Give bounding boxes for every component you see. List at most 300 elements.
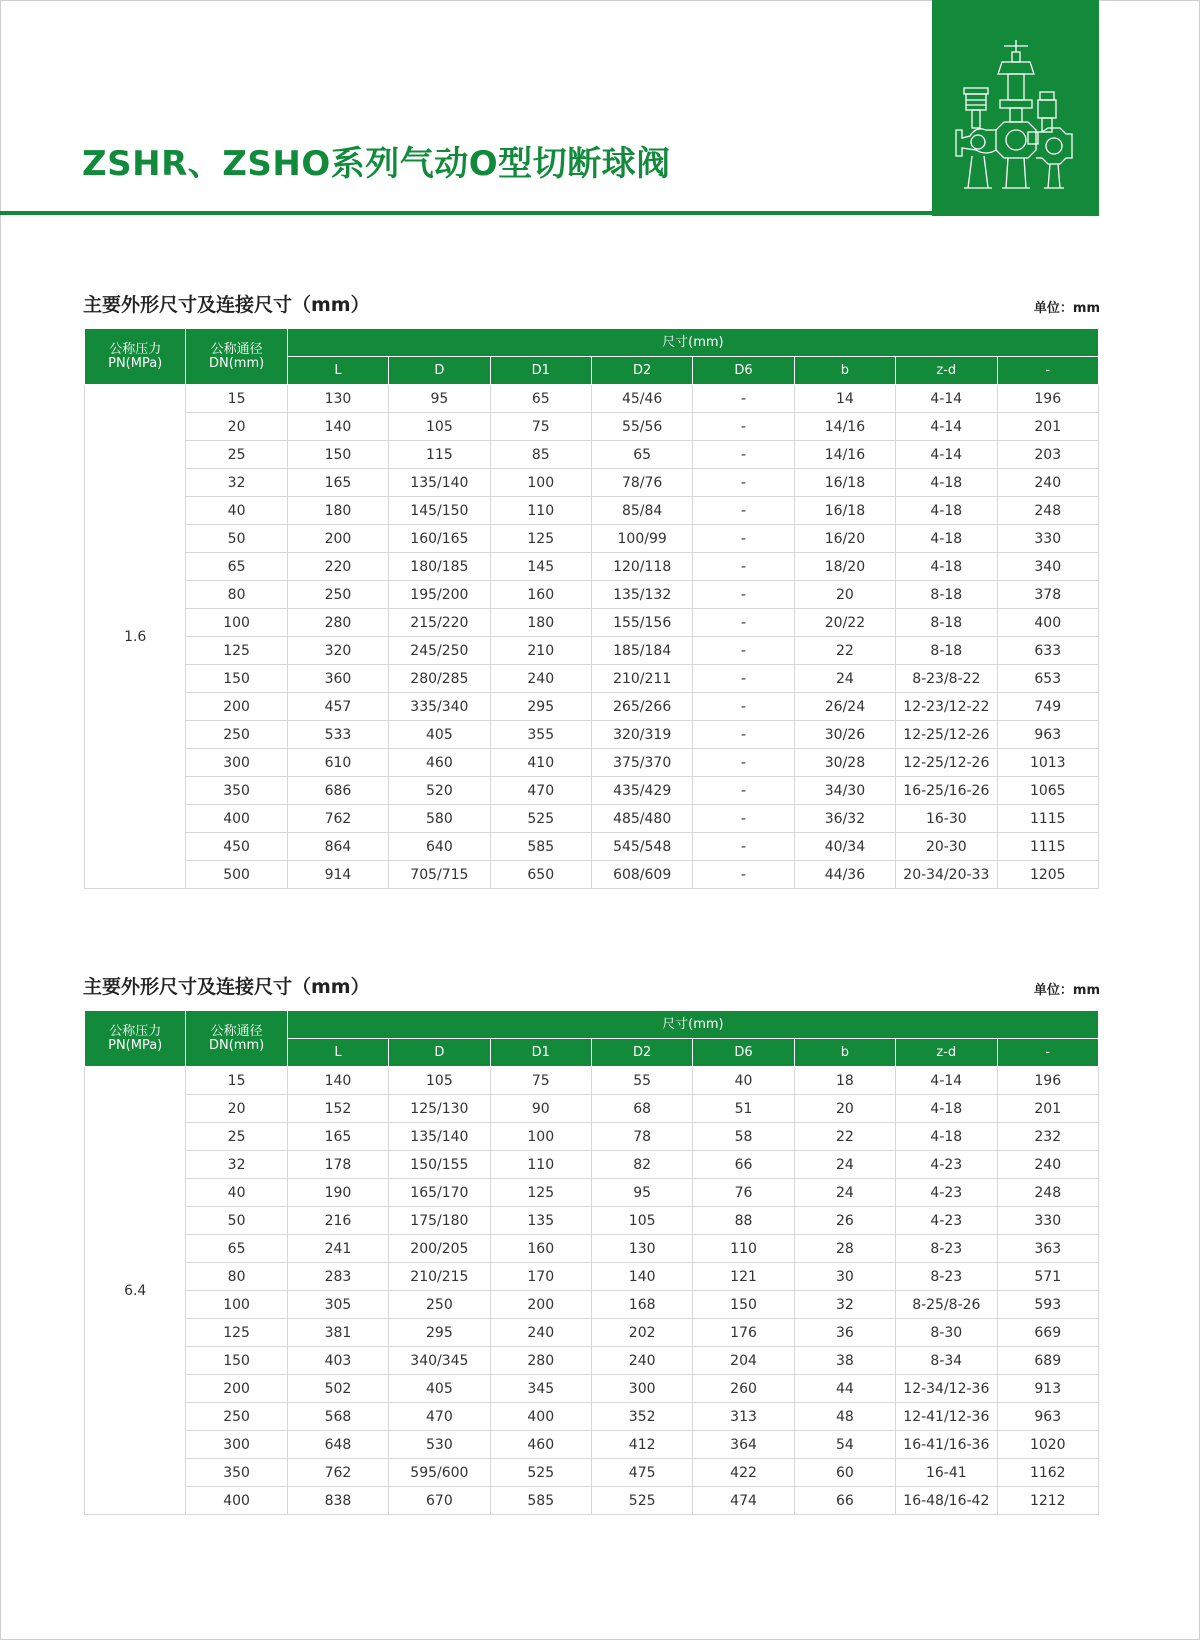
table-cell: 95 bbox=[591, 1179, 692, 1207]
table-cell: 180 bbox=[287, 497, 388, 525]
table-cell: 100 bbox=[490, 469, 591, 497]
table-cell: 160/165 bbox=[389, 525, 490, 553]
table-cell: 20/22 bbox=[794, 609, 895, 637]
table-cell: 762 bbox=[287, 1459, 388, 1487]
table-cell: 30/26 bbox=[794, 721, 895, 749]
table-cell: 25 bbox=[186, 1123, 287, 1151]
table-cell: 196 bbox=[997, 385, 1098, 413]
table-cell: 265/266 bbox=[591, 693, 692, 721]
table-cell: 100 bbox=[186, 609, 287, 637]
table-cell: 20 bbox=[186, 1095, 287, 1123]
header-col: b bbox=[794, 357, 895, 385]
header-col: z-d bbox=[896, 1039, 997, 1067]
table-cell: - bbox=[693, 637, 794, 665]
table-cell: 250 bbox=[186, 1403, 287, 1431]
table-cell: 410 bbox=[490, 749, 591, 777]
table-cell: 150 bbox=[186, 1347, 287, 1375]
table-row bbox=[85, 1095, 1099, 1123]
table-cell: 145/150 bbox=[389, 497, 490, 525]
table-row bbox=[85, 1179, 1099, 1207]
table-row bbox=[85, 385, 1099, 413]
table-row bbox=[85, 1151, 1099, 1179]
table-cell: - bbox=[693, 581, 794, 609]
table-cell: 300 bbox=[591, 1375, 692, 1403]
table-cell: 105 bbox=[389, 413, 490, 441]
table-cell: 330 bbox=[997, 525, 1098, 553]
table-cell: 300 bbox=[186, 1431, 287, 1459]
header-col: L bbox=[287, 357, 388, 385]
table-cell: 403 bbox=[287, 1347, 388, 1375]
table-cell: 260 bbox=[693, 1375, 794, 1403]
table-cell: 4-14 bbox=[896, 441, 997, 469]
table-cell: 4-18 bbox=[896, 497, 997, 525]
table-cell: 352 bbox=[591, 1403, 692, 1431]
table-cell: 248 bbox=[997, 1179, 1098, 1207]
table-cell: - bbox=[693, 553, 794, 581]
table-row bbox=[85, 525, 1099, 553]
table-cell: 1115 bbox=[997, 805, 1098, 833]
table-cell: - bbox=[693, 693, 794, 721]
table-cell: 100 bbox=[490, 1123, 591, 1151]
header-pn bbox=[85, 329, 186, 385]
table-cell: 248 bbox=[997, 497, 1098, 525]
table-row bbox=[85, 581, 1099, 609]
table-cell: 4-18 bbox=[896, 1123, 997, 1151]
page-title: ZSHR、ZSHO系列气动O型切断球阀 bbox=[82, 144, 671, 184]
table-cell: 14 bbox=[794, 385, 895, 413]
table-cell: 295 bbox=[389, 1319, 490, 1347]
table-cell: 250 bbox=[389, 1291, 490, 1319]
table-row bbox=[85, 441, 1099, 469]
table-cell: 210 bbox=[490, 637, 591, 665]
table-cell: 110 bbox=[490, 1151, 591, 1179]
pn-value: 6.4 bbox=[85, 1067, 186, 1515]
table-cell: 28 bbox=[794, 1235, 895, 1263]
table-cell: 202 bbox=[591, 1319, 692, 1347]
table-cell: 378 bbox=[997, 581, 1098, 609]
table-cell: 4-14 bbox=[896, 413, 997, 441]
table-cell: 400 bbox=[186, 805, 287, 833]
table-cell: 170 bbox=[490, 1263, 591, 1291]
table-cell: 16-48/16-42 bbox=[896, 1487, 997, 1515]
table-cell: 100 bbox=[186, 1291, 287, 1319]
table-cell: 345 bbox=[490, 1375, 591, 1403]
table-cell: - bbox=[693, 441, 794, 469]
table-cell: 78/76 bbox=[591, 469, 692, 497]
table-cell: 520 bbox=[389, 777, 490, 805]
table-cell: 280/285 bbox=[389, 665, 490, 693]
table-cell: 200/205 bbox=[389, 1235, 490, 1263]
table-cell: 50 bbox=[186, 1207, 287, 1235]
table-cell: 8-25/8-26 bbox=[896, 1291, 997, 1319]
table-cell: 525 bbox=[591, 1487, 692, 1515]
table-cell: 50 bbox=[186, 525, 287, 553]
table-row bbox=[85, 553, 1099, 581]
table-cell: 125 bbox=[186, 637, 287, 665]
table-cell: 155/156 bbox=[591, 609, 692, 637]
table-cell: 16-25/16-26 bbox=[896, 777, 997, 805]
table-row bbox=[85, 861, 1099, 889]
header-divider bbox=[0, 211, 932, 215]
table-cell: 121 bbox=[693, 1263, 794, 1291]
table-cell: 335/340 bbox=[389, 693, 490, 721]
table-cell: 150/155 bbox=[389, 1151, 490, 1179]
table-cell: 355 bbox=[490, 721, 591, 749]
table-cell: 705/715 bbox=[389, 861, 490, 889]
table-cell: 30 bbox=[794, 1263, 895, 1291]
dimension-table-pn64 bbox=[84, 1010, 1099, 1515]
table-row bbox=[85, 693, 1099, 721]
table-cell: 568 bbox=[287, 1403, 388, 1431]
header-col: D1 bbox=[490, 1039, 591, 1067]
table-cell: 241 bbox=[287, 1235, 388, 1263]
table-cell: 195/200 bbox=[389, 581, 490, 609]
table-cell: 320 bbox=[287, 637, 388, 665]
table-cell: 105 bbox=[591, 1207, 692, 1235]
table-cell: 203 bbox=[997, 441, 1098, 469]
table-cell: 125/130 bbox=[389, 1095, 490, 1123]
table-cell: 670 bbox=[389, 1487, 490, 1515]
table-cell: 280 bbox=[287, 609, 388, 637]
table-cell: 85 bbox=[490, 441, 591, 469]
table-cell: 533 bbox=[287, 721, 388, 749]
table-cell: 283 bbox=[287, 1263, 388, 1291]
table-cell: 1212 bbox=[997, 1487, 1098, 1515]
table-cell: 66 bbox=[794, 1487, 895, 1515]
table-row bbox=[85, 1319, 1099, 1347]
table-cell: 178 bbox=[287, 1151, 388, 1179]
header-pn-line1: 公称压力 bbox=[109, 1023, 162, 1039]
table-cell: 24 bbox=[794, 1179, 895, 1207]
table-cell: 20 bbox=[794, 581, 895, 609]
table-cell: 4-18 bbox=[896, 525, 997, 553]
table-cell: 470 bbox=[490, 777, 591, 805]
header-col: - bbox=[997, 357, 1098, 385]
table-cell: 24 bbox=[794, 665, 895, 693]
header-col: z-d bbox=[896, 357, 997, 385]
table-cell: 95 bbox=[389, 385, 490, 413]
table-cell: 32 bbox=[794, 1291, 895, 1319]
table-cell: 1162 bbox=[997, 1459, 1098, 1487]
table-row bbox=[85, 1067, 1099, 1095]
unit-label-pn64: 单位：mm bbox=[1033, 983, 1100, 998]
table-cell: 240 bbox=[997, 469, 1098, 497]
table-cell: 240 bbox=[490, 1319, 591, 1347]
table-cell: 82 bbox=[591, 1151, 692, 1179]
table-cell: 240 bbox=[997, 1151, 1098, 1179]
table-cell: - bbox=[693, 805, 794, 833]
table-cell: 545/548 bbox=[591, 833, 692, 861]
table-cell: 864 bbox=[287, 833, 388, 861]
table-cell: 210/215 bbox=[389, 1263, 490, 1291]
table-cell: 65 bbox=[186, 553, 287, 581]
table-cell: 100/99 bbox=[591, 525, 692, 553]
table-cell: 762 bbox=[287, 805, 388, 833]
table-cell: 381 bbox=[287, 1319, 388, 1347]
table-cell: 16/18 bbox=[794, 497, 895, 525]
table-cell: 130 bbox=[287, 385, 388, 413]
table-cell: 175/180 bbox=[389, 1207, 490, 1235]
table-cell: 140 bbox=[287, 413, 388, 441]
table-cell: 110 bbox=[490, 497, 591, 525]
table-cell: 1205 bbox=[997, 861, 1098, 889]
table-cell: 610 bbox=[287, 749, 388, 777]
table-cell: 130 bbox=[591, 1235, 692, 1263]
table-cell: 650 bbox=[490, 861, 591, 889]
table-cell: 320/319 bbox=[591, 721, 692, 749]
table-cell: 55/56 bbox=[591, 413, 692, 441]
table-cell: 640 bbox=[389, 833, 490, 861]
table-cell: - bbox=[693, 609, 794, 637]
table-cell: 313 bbox=[693, 1403, 794, 1431]
table-cell: 4-23 bbox=[896, 1179, 997, 1207]
table-cell: 502 bbox=[287, 1375, 388, 1403]
table-cell: 80 bbox=[186, 1263, 287, 1291]
table-row bbox=[85, 777, 1099, 805]
table-cell: 88 bbox=[693, 1207, 794, 1235]
table-cell: 689 bbox=[997, 1347, 1098, 1375]
table-cell: - bbox=[693, 833, 794, 861]
table-row bbox=[85, 749, 1099, 777]
table-cell: 75 bbox=[490, 1067, 591, 1095]
table-cell: 474 bbox=[693, 1487, 794, 1515]
table-row bbox=[85, 637, 1099, 665]
table-cell: 485/480 bbox=[591, 805, 692, 833]
table-cell: 80 bbox=[186, 581, 287, 609]
unit-label-pn16: 单位：mm bbox=[1033, 301, 1100, 316]
table-cell: 460 bbox=[389, 749, 490, 777]
table-cell: 190 bbox=[287, 1179, 388, 1207]
table-cell: 125 bbox=[490, 1179, 591, 1207]
table-cell: 160 bbox=[490, 1235, 591, 1263]
table-cell: 180/185 bbox=[389, 553, 490, 581]
table-row bbox=[85, 833, 1099, 861]
table-row bbox=[85, 1487, 1099, 1515]
table-cell: 15 bbox=[186, 385, 287, 413]
table-cell: 200 bbox=[287, 525, 388, 553]
header-col: b bbox=[794, 1039, 895, 1067]
table-cell: 165/170 bbox=[389, 1179, 490, 1207]
table-cell: 30/28 bbox=[794, 749, 895, 777]
table-row bbox=[85, 1431, 1099, 1459]
table-cell: 185/184 bbox=[591, 637, 692, 665]
table-cell: 65 bbox=[591, 441, 692, 469]
table-cell: 633 bbox=[997, 637, 1098, 665]
table-cell: 201 bbox=[997, 1095, 1098, 1123]
header-col: D bbox=[389, 357, 490, 385]
table-cell: - bbox=[693, 749, 794, 777]
table-cell: 168 bbox=[591, 1291, 692, 1319]
table-cell: 245/250 bbox=[389, 637, 490, 665]
table-cell: 18 bbox=[794, 1067, 895, 1095]
table-cell: 180 bbox=[490, 609, 591, 637]
table-row bbox=[85, 1207, 1099, 1235]
table-row bbox=[85, 1235, 1099, 1263]
table-cell: 26 bbox=[794, 1207, 895, 1235]
table-cell: 200 bbox=[490, 1291, 591, 1319]
table-cell: 405 bbox=[389, 721, 490, 749]
table-row bbox=[85, 721, 1099, 749]
table-cell: 26/24 bbox=[794, 693, 895, 721]
table-cell: 196 bbox=[997, 1067, 1098, 1095]
table-cell: 165 bbox=[287, 1123, 388, 1151]
section-title-pn64: 主要外形尺寸及连接尺寸（mm） bbox=[83, 976, 370, 998]
table-cell: 400 bbox=[186, 1487, 287, 1515]
table-cell: 530 bbox=[389, 1431, 490, 1459]
table-cell: 160 bbox=[490, 581, 591, 609]
table-cell: 165 bbox=[287, 469, 388, 497]
table-cell: 580 bbox=[389, 805, 490, 833]
table-cell: 8-34 bbox=[896, 1347, 997, 1375]
header-dn bbox=[186, 329, 287, 385]
header-col: D2 bbox=[591, 1039, 692, 1067]
table-cell: 40 bbox=[186, 1179, 287, 1207]
table-cell: 585 bbox=[490, 1487, 591, 1515]
header-col: - bbox=[997, 1039, 1098, 1067]
table-cell: 40 bbox=[186, 497, 287, 525]
table-cell: 115 bbox=[389, 441, 490, 469]
table-cell: 4-23 bbox=[896, 1151, 997, 1179]
table-cell: 176 bbox=[693, 1319, 794, 1347]
header-col: D6 bbox=[693, 357, 794, 385]
table-row bbox=[85, 1459, 1099, 1487]
table-cell: 400 bbox=[997, 609, 1098, 637]
table-cell: 12-23/12-22 bbox=[896, 693, 997, 721]
table-cell: 350 bbox=[186, 777, 287, 805]
table-cell: - bbox=[693, 413, 794, 441]
table-cell: 475 bbox=[591, 1459, 692, 1487]
table-cell: 38 bbox=[794, 1347, 895, 1375]
table-cell: - bbox=[693, 385, 794, 413]
table-cell: 375/370 bbox=[591, 749, 692, 777]
table-cell: 20 bbox=[794, 1095, 895, 1123]
table-cell: 1115 bbox=[997, 833, 1098, 861]
table-cell: 585 bbox=[490, 833, 591, 861]
table-cell: 340 bbox=[997, 553, 1098, 581]
table-cell: 68 bbox=[591, 1095, 692, 1123]
table-cell: 20-34/20-33 bbox=[896, 861, 997, 889]
table-cell: 457 bbox=[287, 693, 388, 721]
table-cell: 66 bbox=[693, 1151, 794, 1179]
table-cell: 135 bbox=[490, 1207, 591, 1235]
table-cell: 120/118 bbox=[591, 553, 692, 581]
table-cell: 201 bbox=[997, 413, 1098, 441]
table-cell: 500 bbox=[186, 861, 287, 889]
table-cell: 204 bbox=[693, 1347, 794, 1375]
table-cell: 8-18 bbox=[896, 609, 997, 637]
table-cell: 1020 bbox=[997, 1431, 1098, 1459]
header-dimensions: 尺寸(mm) bbox=[287, 329, 1098, 357]
table-cell: 210/211 bbox=[591, 665, 692, 693]
table-cell: 525 bbox=[490, 1459, 591, 1487]
table-cell: 110 bbox=[693, 1235, 794, 1263]
table-cell: 200 bbox=[186, 693, 287, 721]
table-cell: 838 bbox=[287, 1487, 388, 1515]
table-cell: 460 bbox=[490, 1431, 591, 1459]
header-col: D1 bbox=[490, 357, 591, 385]
table-cell: - bbox=[693, 777, 794, 805]
table-cell: - bbox=[693, 497, 794, 525]
table-cell: 65 bbox=[186, 1235, 287, 1263]
table-cell: 412 bbox=[591, 1431, 692, 1459]
table-row bbox=[85, 665, 1099, 693]
table-cell: 1065 bbox=[997, 777, 1098, 805]
table-cell: 135/140 bbox=[389, 1123, 490, 1151]
table-cell: 686 bbox=[287, 777, 388, 805]
table-cell: 571 bbox=[997, 1263, 1098, 1291]
header-col: L bbox=[287, 1039, 388, 1067]
header-brand-block bbox=[932, 0, 1099, 216]
table-cell: 648 bbox=[287, 1431, 388, 1459]
table-cell: 58 bbox=[693, 1123, 794, 1151]
table-cell: 8-23 bbox=[896, 1263, 997, 1291]
table-cell: 4-23 bbox=[896, 1207, 997, 1235]
table-cell: 330 bbox=[997, 1207, 1098, 1235]
table-cell: 280 bbox=[490, 1347, 591, 1375]
table-cell: 749 bbox=[997, 693, 1098, 721]
table-row bbox=[85, 1375, 1099, 1403]
valve-illustration-icon bbox=[952, 38, 1080, 198]
header-dn-line2: DN(mm) bbox=[208, 355, 265, 371]
table-cell: 54 bbox=[794, 1431, 895, 1459]
table-cell: 25 bbox=[186, 441, 287, 469]
table-cell: 8-18 bbox=[896, 637, 997, 665]
table-cell: 140 bbox=[287, 1067, 388, 1095]
table-cell: 16/20 bbox=[794, 525, 895, 553]
table-cell: 32 bbox=[186, 469, 287, 497]
header-dn bbox=[186, 1011, 287, 1067]
table-cell: 105 bbox=[389, 1067, 490, 1095]
table-cell: 8-23/8-22 bbox=[896, 665, 997, 693]
table-cell: 140 bbox=[591, 1263, 692, 1291]
table-cell: 135/132 bbox=[591, 581, 692, 609]
table-cell: 250 bbox=[287, 581, 388, 609]
table-cell: 32 bbox=[186, 1151, 287, 1179]
table-cell: 20-30 bbox=[896, 833, 997, 861]
table-cell: 40/34 bbox=[794, 833, 895, 861]
table-cell: 150 bbox=[693, 1291, 794, 1319]
table-cell: 78 bbox=[591, 1123, 692, 1151]
table-cell: 16-30 bbox=[896, 805, 997, 833]
table-cell: 36 bbox=[794, 1319, 895, 1347]
header-col: D6 bbox=[693, 1039, 794, 1067]
table-cell: 913 bbox=[997, 1375, 1098, 1403]
table-cell: 405 bbox=[389, 1375, 490, 1403]
table-cell: 135/140 bbox=[389, 469, 490, 497]
table-cell: 152 bbox=[287, 1095, 388, 1123]
table-cell: 240 bbox=[591, 1347, 692, 1375]
table-cell: 12-25/12-26 bbox=[896, 721, 997, 749]
table-cell: 963 bbox=[997, 1403, 1098, 1431]
table-cell: 350 bbox=[186, 1459, 287, 1487]
table-cell: 4-18 bbox=[896, 469, 997, 497]
table-cell: 422 bbox=[693, 1459, 794, 1487]
pn-value: 1.6 bbox=[85, 385, 186, 889]
table-row bbox=[85, 1403, 1099, 1431]
table-cell: - bbox=[693, 469, 794, 497]
table-cell: 914 bbox=[287, 861, 388, 889]
table-cell: 593 bbox=[997, 1291, 1098, 1319]
table-cell: 232 bbox=[997, 1123, 1098, 1151]
table-cell: 200 bbox=[186, 1375, 287, 1403]
header-pn-line2: PN(MPa) bbox=[108, 355, 163, 371]
table-cell: 14/16 bbox=[794, 441, 895, 469]
table-cell: 90 bbox=[490, 1095, 591, 1123]
table-cell: 150 bbox=[186, 665, 287, 693]
header-dimensions: 尺寸(mm) bbox=[287, 1011, 1098, 1039]
table-cell: 22 bbox=[794, 1123, 895, 1151]
header-pn-line2: PN(MPa) bbox=[108, 1037, 163, 1053]
